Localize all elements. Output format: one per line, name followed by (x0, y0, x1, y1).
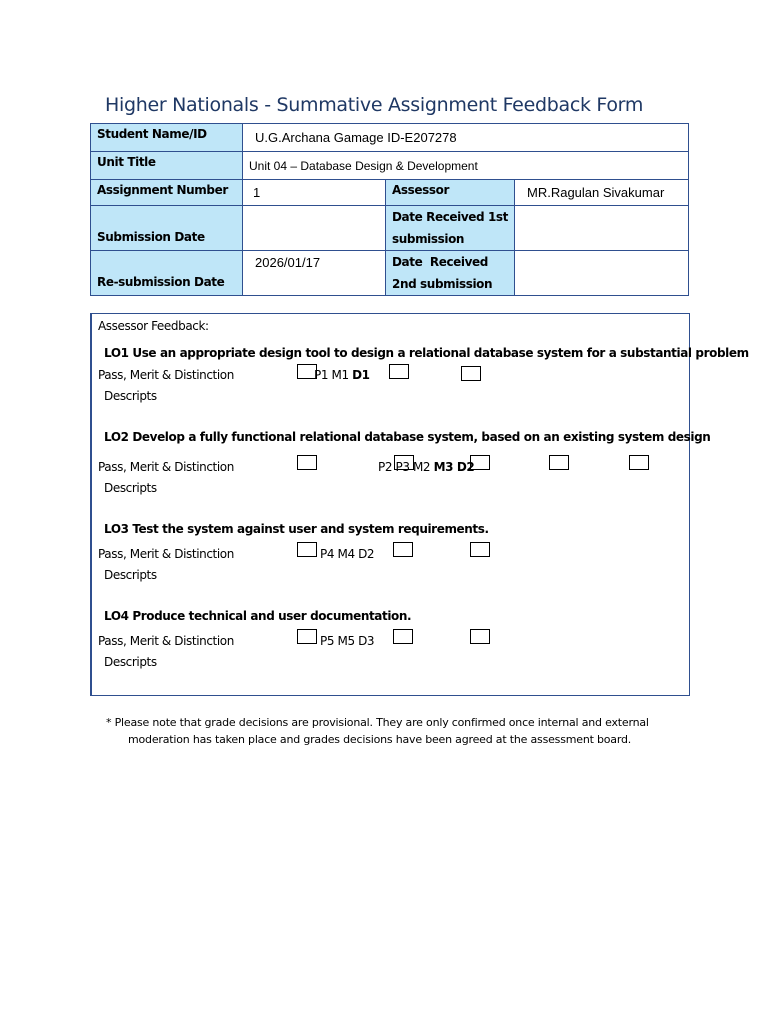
lo2-checkbox-5[interactable] (629, 455, 649, 470)
lo3-descripts-label: Descripts (104, 568, 157, 582)
student-name-label: Student Name/ID (91, 124, 243, 152)
assessor-value[interactable]: MR.Ragulan Sivakumar (515, 180, 689, 206)
lo4-checkbox-merit[interactable] (393, 629, 413, 644)
lo2-pmd-label: Pass, Merit & Distinction (98, 460, 234, 474)
lo3-checkbox-merit[interactable] (393, 542, 413, 557)
date-received-2nd-value[interactable] (515, 251, 689, 296)
lo2-checkbox-1[interactable] (297, 455, 317, 470)
form-title: Higher Nationals - Summative Assignment Feedback Form (105, 94, 644, 116)
provisional-grade-note (106, 714, 678, 748)
lo3-checkbox-pass[interactable] (297, 542, 317, 557)
lo1-title: LO1 Use an appropriate design tool to design a relational database system for a substantial problem (104, 346, 749, 360)
lo1-checkbox-merit[interactable] (389, 364, 409, 379)
date-received-2nd-label: Date Received 2nd submission (386, 251, 515, 296)
student-info-table (90, 123, 689, 296)
student-name-value[interactable]: U.G.Archana Gamage ID-E207278 (243, 124, 689, 152)
lo1-grades: P1 M1 D1 (314, 368, 370, 382)
assignment-number-value[interactable]: 1 (243, 180, 386, 206)
date-received-1st-label: Date Received 1st submission (386, 206, 515, 251)
lo3-pmd-label: Pass, Merit & Distinction (98, 547, 234, 561)
resubmission-date-label: Re-submission Date (91, 251, 243, 296)
lo2-descripts-label: Descripts (104, 481, 157, 495)
lo2-checkbox-2[interactable] (394, 455, 414, 470)
lo3-grades: P4 M4 D2 (320, 547, 375, 561)
lo1-descripts-label: Descripts (104, 389, 157, 403)
assessor-feedback-box (90, 313, 749, 696)
lo2-grades: P2 P3 M2 M3 D2 (378, 460, 475, 474)
lo4-checkbox-pass[interactable] (297, 629, 317, 644)
unit-title-label: Unit Title (91, 152, 243, 180)
lo4-title: LO4 Produce technical and user documentation. (104, 609, 412, 623)
lo4-grades: P5 M5 D3 (320, 634, 375, 648)
lo1-checkbox-distinction[interactable] (461, 366, 481, 381)
lo4-pmd-label: Pass, Merit & Distinction (98, 634, 234, 648)
lo3-title: LO3 Test the system against user and system requirements. (104, 522, 489, 536)
assignment-number-label: Assignment Number (91, 180, 243, 206)
lo3-checkbox-distinction[interactable] (470, 542, 490, 557)
submission-date-value[interactable] (243, 206, 386, 251)
submission-date-label: Submission Date (91, 206, 243, 251)
lo2-title: LO2 Develop a fully functional relational database system, based on an existing system design (104, 430, 711, 444)
assessor-feedback-heading: Assessor Feedback: (98, 319, 209, 333)
note-line-2: moderation has taken place and grades decisions have been agreed at the assessment board. (128, 733, 632, 746)
assessor-label: Assessor (386, 180, 515, 206)
lo4-descripts-label: Descripts (104, 655, 157, 669)
note-line-1: * Please note that grade decisions are provisional. They are only confirmed once internal and external (106, 716, 649, 729)
lo4-checkbox-distinction[interactable] (470, 629, 490, 644)
lo2-checkbox-3[interactable] (470, 455, 490, 470)
date-received-1st-value[interactable] (515, 206, 689, 251)
resubmission-date-value[interactable]: 2026/01/17 (243, 251, 386, 296)
lo2-checkbox-4[interactable] (549, 455, 569, 470)
unit-title-value[interactable]: Unit 04 – Database Design & Development (243, 152, 689, 180)
lo1-pmd-label: Pass, Merit & Distinction (98, 368, 234, 382)
